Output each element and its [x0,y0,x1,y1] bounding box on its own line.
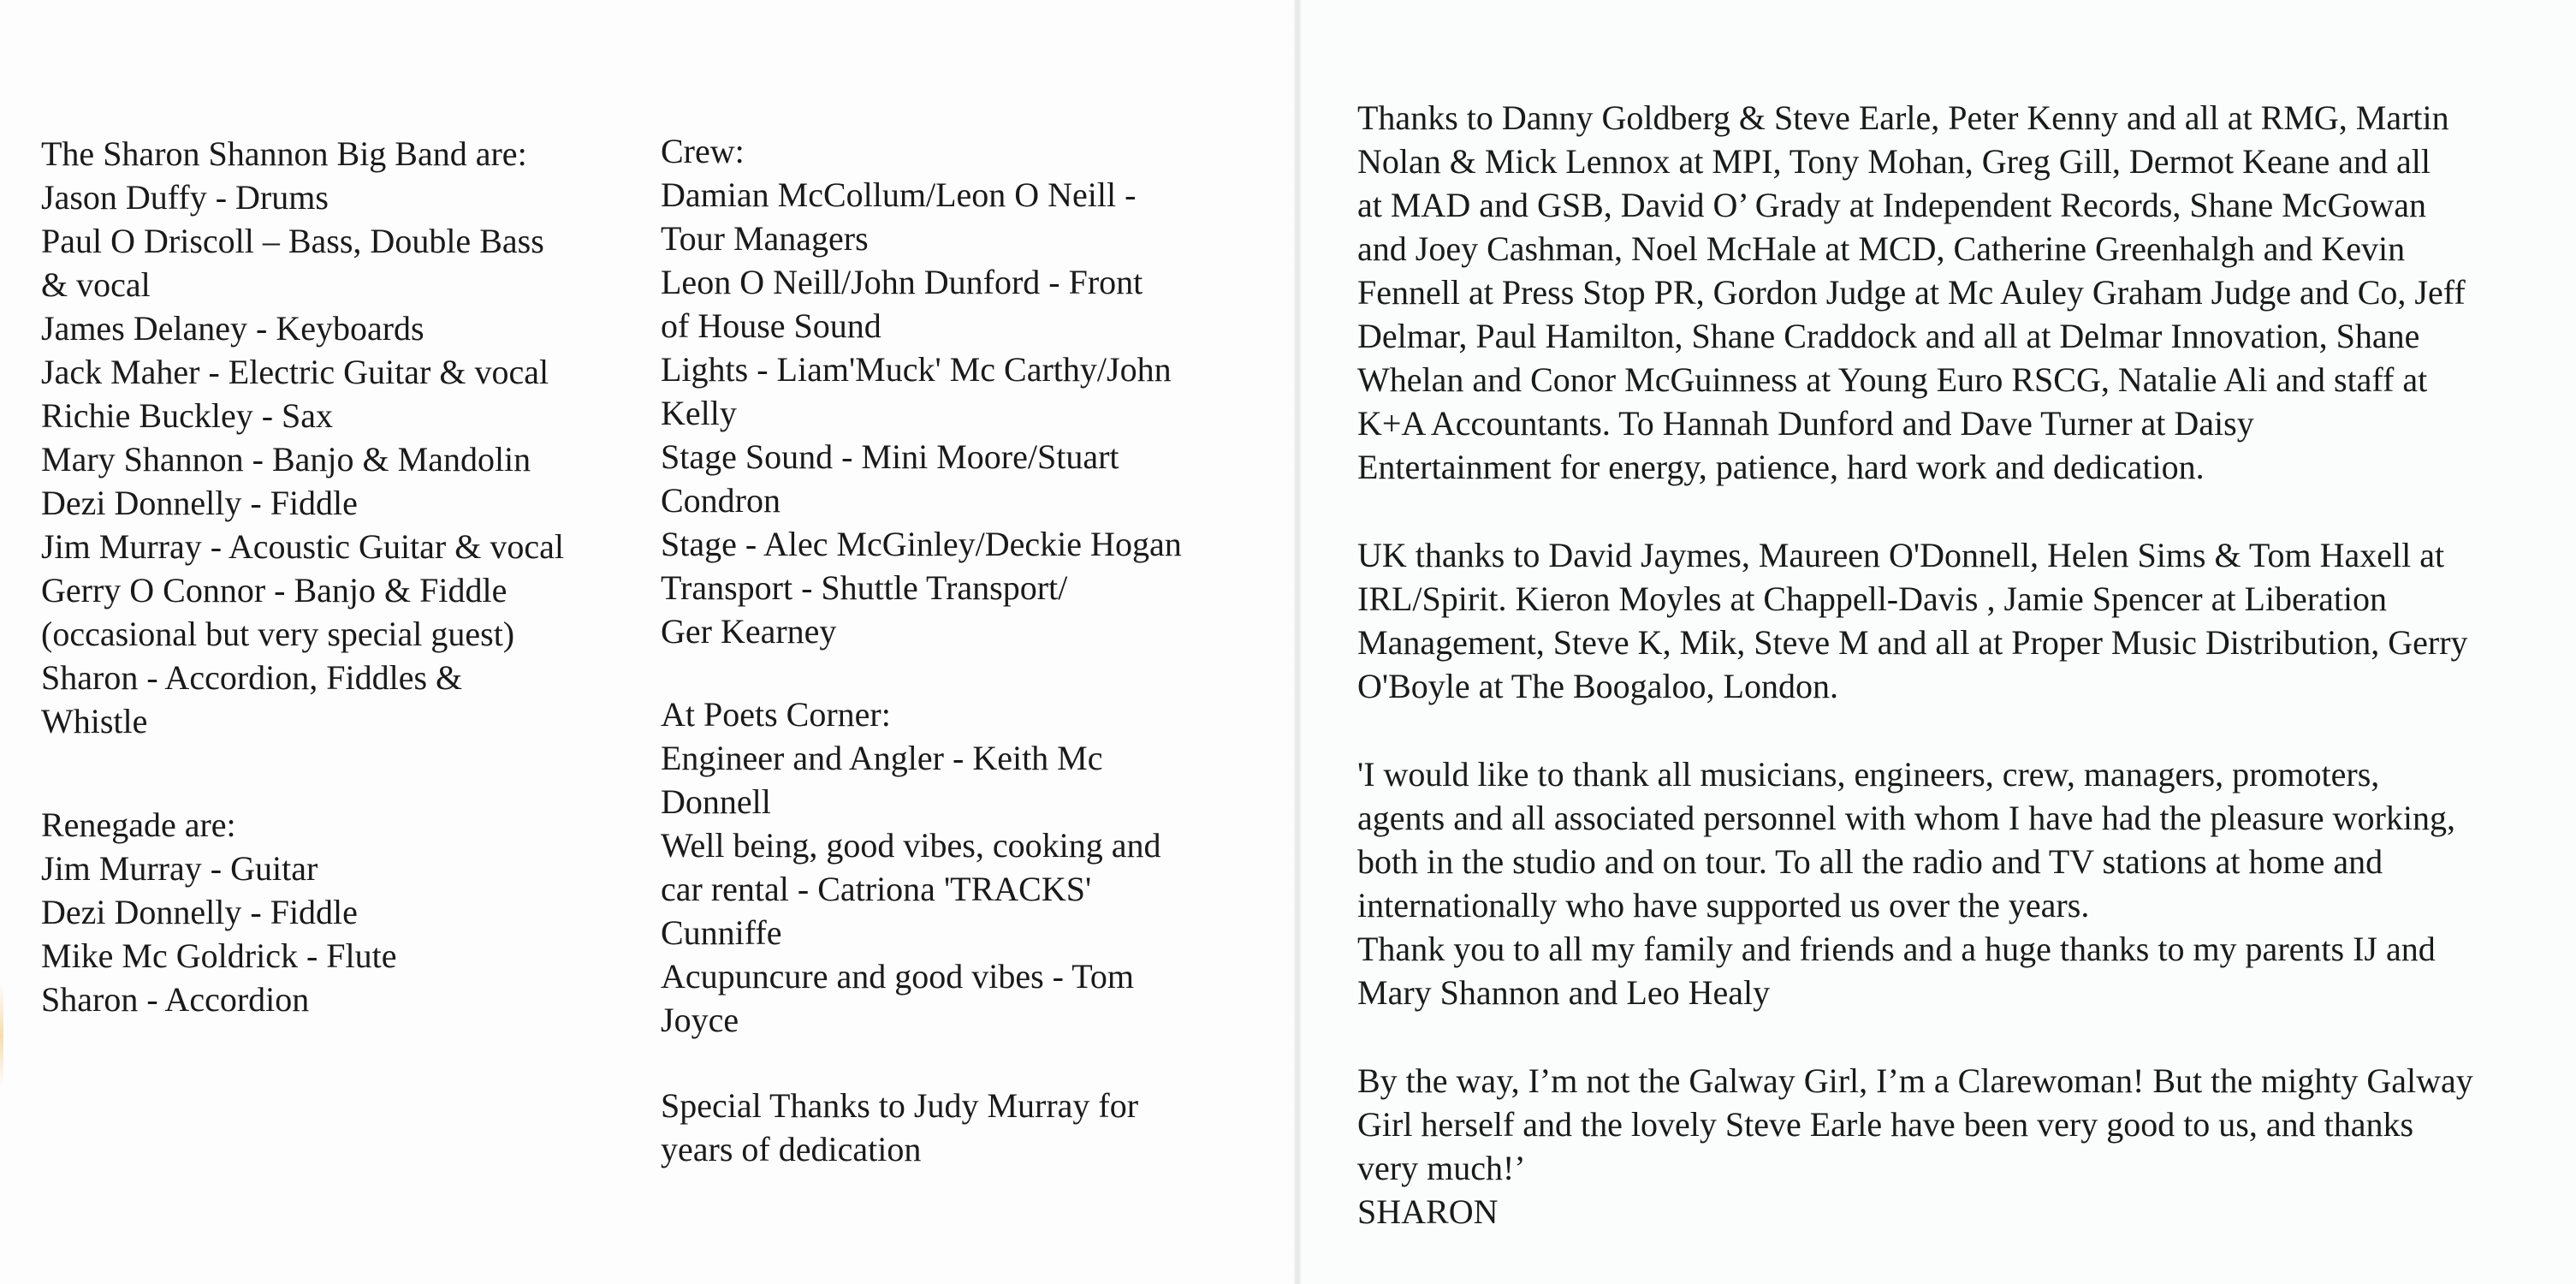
band-member-line: Sharon - Accordion, Fiddles & [41,658,463,697]
special-thanks-section [661,1084,1182,1171]
edge-print-bleed [0,984,3,1087]
poets-corner-heading: At Poets Corner: [661,695,891,734]
band-member-line: Mary Shannon - Banjo & Mandolin [41,440,531,479]
band-member-line: Jim Murray - Acoustic Guitar & vocal [41,527,564,566]
band-member-line: (occasional but very special guest) [41,615,515,653]
band-section [41,132,564,743]
band-member-line: Jason Duffy - Drums [41,178,329,217]
crew-line: Condron [661,481,781,520]
crew-heading: Crew: [661,132,745,170]
band-member-line: & vocal [41,265,151,304]
thanks-paragraph [1357,96,2473,489]
poets-corner-line: Acupuncure and good vibes - Tom [661,957,1135,996]
uk-thanks-paragraph [1357,533,2473,708]
personal-thanks-line: 'I would like to thank all musicians, engineers, crew, managers, promoters, [1357,755,2380,794]
band-member-line: Richie Buckley - Sax [41,396,334,435]
renegade-member-line: Jim Murray - Guitar [41,849,318,888]
band-member-line: Jack Maher - Electric Guitar & vocal [41,353,549,391]
acknowledgements-column [1357,96,2473,1233]
crew-line: Damian McCollum/Leon O Neill - [661,175,1137,214]
crew-line: Transport - Shuttle Transport/ [661,568,1068,607]
poets-corner-line: Joyce [661,1001,739,1039]
personal-thanks-line: internationally who have supported us over the years. [1357,886,2090,924]
crew-line: Stage - Alec McGinley/Deckie Hogan [661,525,1182,563]
crew-column [661,129,1182,1171]
crew-line: Ger Kearney [661,612,837,651]
special-thanks-line: Special Thanks to Judy Murray for [661,1086,1139,1125]
crew-section [661,129,1182,653]
renegade-member-line: Sharon - Accordion [41,980,310,1019]
personal-thanks-line: agents and all associated personnel with whom I have had the pleasure working, [1357,799,2455,837]
band-member-line: Whistle [41,702,148,740]
signature: SHARON [1357,1192,1499,1231]
thanks-line: at MAD and GSB, David O’ Grady at Independent Records, Shane McGowan [1357,186,2426,224]
band-member-line: Gerry O Connor - Banjo & Fiddle [41,571,507,609]
renegade-heading: Renegade are: [41,805,236,844]
personal-thanks-line: Thank you to all my family and friends and a huge thanks to my parents IJ and [1357,930,2436,968]
thanks-line: Nolan & Mick Lennox at MPI, Tony Mohan, Greg Gill, Dermot Keane and all [1357,142,2431,181]
page-fold [1294,0,1301,1284]
personal-thanks-paragraph [1357,752,2473,1014]
band-column [41,132,564,1021]
crew-line: of House Sound [661,306,881,345]
uk-thanks-line: Management, Steve K, Mik, Steve M and all at Proper Music Distribution, Gerry [1357,623,2468,662]
band-heading: The Sharon Shannon Big Band are: [41,134,527,173]
renegade-member-line: Mike Mc Goldrick - Flute [41,936,397,975]
poets-corner-line: car rental - Catriona 'TRACKS' [661,870,1092,908]
renegade-member-line: Dezi Donnelly - Fiddle [41,893,358,931]
thanks-line: and Joey Cashman, Noel McHale at MCD, Catherine Greenhalgh and Kevin [1357,229,2406,268]
thanks-line: Delmar, Paul Hamilton, Shane Craddock and all at Delmar Innovation, Shane [1357,317,2420,355]
crew-line: Lights - Liam'Muck' Mc Carthy/John [661,350,1172,389]
uk-thanks-line: IRL/Spirit. Kieron Moyles at Chappell-Davis , Jamie Spencer at Liberation [1357,580,2388,618]
closing-line: very much!’ [1357,1149,1526,1187]
band-member-line: James Delaney - Keyboards [41,309,424,348]
crew-line: Stage Sound - Mini Moore/Stuart [661,437,1119,476]
closing-paragraph [1357,1059,2473,1233]
renegade-section [41,803,564,1021]
poets-corner-line: Cunniffe [661,913,782,952]
crew-line: Tour Managers [661,219,869,258]
poets-corner-section [661,693,1182,1042]
poets-corner-line: Well being, good vibes, cooking and [661,826,1161,865]
uk-thanks-line: UK thanks to David Jaymes, Maureen O'Donnell, Helen Sims & Tom Haxell at [1357,536,2445,574]
thanks-line: Thanks to Danny Goldberg & Steve Earle, Peter Kenny and all at RMG, Martin [1357,98,2449,137]
thanks-line: Fennell at Press Stop PR, Gordon Judge at Mc Auley Graham Judge and Co, Jeff [1357,273,2466,312]
crew-line: Leon O Neill/John Dunford - Front [661,263,1143,301]
band-member-line: Dezi Donnelly - Fiddle [41,484,358,522]
thanks-line: Whelan and Conor McGuinness at Young Euro RSCG, Natalie Ali and staff at [1357,360,2428,399]
poets-corner-line: Engineer and Angler - Keith Mc [661,739,1103,777]
closing-line: Girl herself and the lovely Steve Earle have been very good to us, and thanks [1357,1105,2414,1144]
poets-corner-line: Donnell [661,782,771,821]
crew-line: Kelly [661,394,737,432]
special-thanks-line: years of dedication [661,1130,922,1168]
personal-thanks-line: Mary Shannon and Leo Healy [1357,973,1771,1012]
thanks-line: K+A Accountants. To Hannah Dunford and Dave Turner at Daisy [1357,404,2254,443]
thanks-line: Entertainment for energy, patience, hard work and dedication. [1357,448,2205,486]
band-member-line: Paul O Driscoll – Bass, Double Bass [41,222,544,260]
uk-thanks-line: O'Boyle at The Boogaloo, London. [1357,667,1838,705]
closing-line: By the way, I’m not the Galway Girl, I’m a Clarewoman! But the mighty Galway [1357,1061,2473,1100]
personal-thanks-line: both in the studio and on tour. To all the radio and TV stations at home and [1357,842,2383,881]
